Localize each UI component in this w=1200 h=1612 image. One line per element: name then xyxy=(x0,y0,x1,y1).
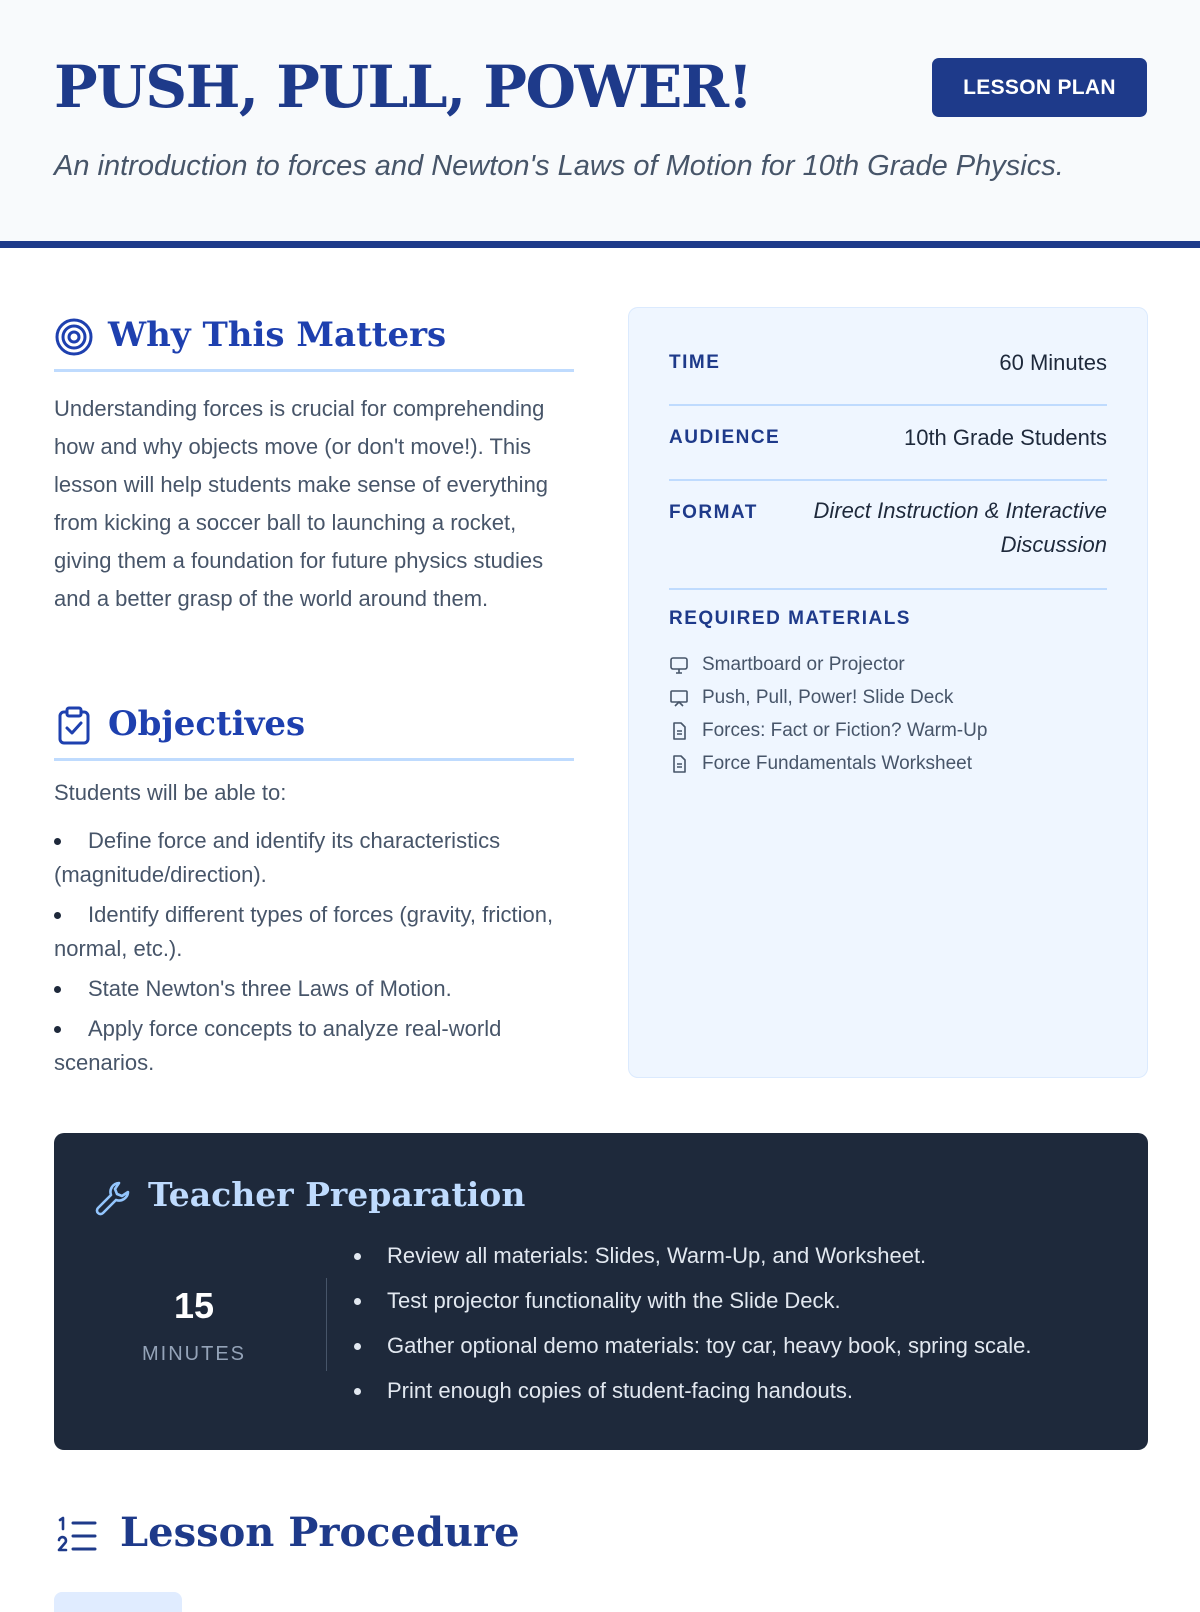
material-text: Push, Pull, Power! Slide Deck xyxy=(702,686,954,708)
material-text: Forces: Fact or Fiction? Warm-Up xyxy=(702,719,988,741)
material-text: Smartboard or Projector xyxy=(702,653,905,675)
prep-minutes-unit: MINUTES xyxy=(142,1343,246,1365)
objective-item: State Newton's three Laws of Motion. xyxy=(54,972,579,1006)
prep-item: Review all materials: Slides, Warm-Up, and Worksheet. xyxy=(354,1233,1031,1278)
document-icon xyxy=(669,754,689,774)
objectives-intro: Students will be able to: xyxy=(54,780,287,805)
prep-title: Teacher Preparation xyxy=(148,1175,526,1214)
time-label: TIME xyxy=(669,352,721,373)
objective-item: Identify different types of forces (gravity, friction, normal, etc.). xyxy=(54,898,579,966)
prep-list xyxy=(354,1233,1031,1413)
page-title: PUSH, PULL, POWER! xyxy=(54,53,752,121)
objective-item: Apply force concepts to analyze real-world scenarios. xyxy=(54,1012,579,1080)
why-title: Why This Matters xyxy=(108,315,447,355)
objectives-title: Objectives xyxy=(108,704,306,744)
format-row xyxy=(669,498,1107,590)
objective-item: Define force and identify its characteristics (magnitude/direction). xyxy=(54,824,579,892)
why-section-header xyxy=(54,307,574,372)
why-body: Understanding forces is crucial for comprehending how and why objects move (or don't move!). This lesson will help students make sense of everything from kicking a soccer ball to launching a rocket, giving them a foundation for future physics studies and a better grasp of the world around them. xyxy=(54,396,549,611)
procedure-title: Lesson Procedure xyxy=(120,1509,520,1556)
material-text: Force Fundamentals Worksheet xyxy=(702,752,972,774)
time-row xyxy=(669,348,1107,406)
numbered-list-icon xyxy=(56,1515,98,1557)
material-item xyxy=(669,648,987,681)
format-label: FORMAT xyxy=(669,502,758,523)
prep-item: Test projector functionality with the Slide Deck. xyxy=(354,1278,1031,1323)
materials-list xyxy=(669,648,987,780)
format-value: Direct Instruction & Interactive Discussion xyxy=(813,498,1107,557)
target-icon xyxy=(54,317,94,357)
monitor-icon xyxy=(669,655,689,675)
materials-heading: REQUIRED MATERIALS xyxy=(669,608,911,629)
document-icon xyxy=(669,721,689,741)
teacher-preparation-card xyxy=(54,1133,1148,1450)
audience-label: AUDIENCE xyxy=(669,427,781,448)
page-subtitle: An introduction to forces and Newton's Laws of Motion for 10th Grade Physics. xyxy=(54,150,1064,182)
material-item xyxy=(669,714,987,747)
prep-item: Print enough copies of student-facing handouts. xyxy=(354,1368,1031,1413)
procedure-step-tab xyxy=(54,1592,182,1612)
lesson-plan-badge: LESSON PLAN xyxy=(932,58,1147,117)
material-item xyxy=(669,747,987,780)
prep-divider xyxy=(326,1278,327,1371)
header xyxy=(0,0,1200,248)
audience-value: 10th Grade Students xyxy=(903,425,1107,450)
objectives-list xyxy=(54,824,579,1086)
presentation-icon xyxy=(669,688,689,708)
time-value: 60 Minutes xyxy=(999,350,1107,375)
material-item xyxy=(669,681,987,714)
prep-item: Gather optional demo materials: toy car, heavy book, spring scale. xyxy=(354,1323,1031,1368)
prep-minutes-value: 15 xyxy=(173,1285,215,1326)
objectives-section-header xyxy=(54,696,574,761)
lesson-info-panel xyxy=(628,307,1148,1078)
clipboard-check-icon xyxy=(54,706,94,746)
audience-row xyxy=(669,423,1107,481)
wrench-icon xyxy=(92,1177,134,1219)
